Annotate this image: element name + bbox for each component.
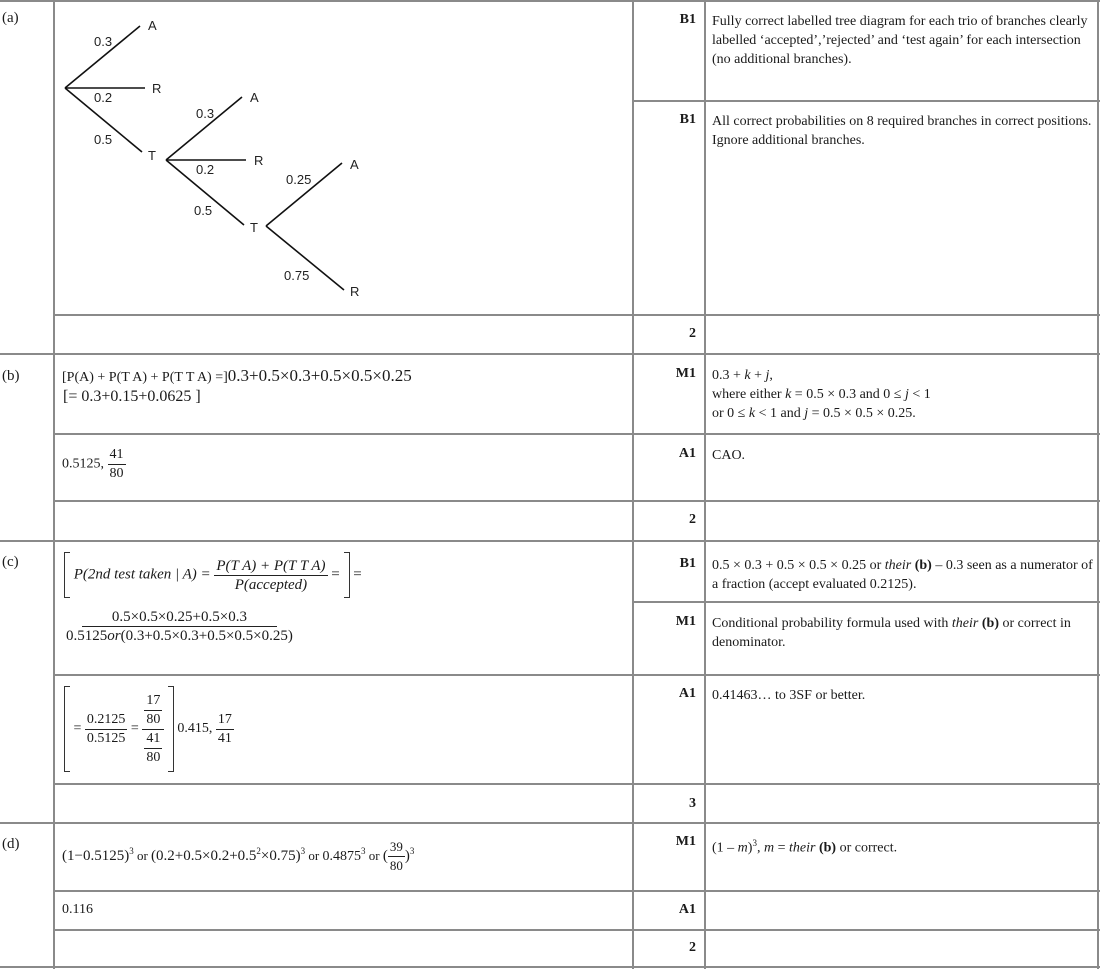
branch-outcome: R	[152, 81, 162, 96]
row-divider	[53, 500, 1100, 502]
branch-prob: 0.75	[284, 268, 310, 283]
mark-code: A1	[678, 902, 696, 917]
branch-prob: 0.3	[196, 106, 215, 121]
guidance-text: 0.41463… to 3SF or better.	[712, 688, 866, 703]
guidance-text: Conditional probability formula used with their (b) or correct in denominator.	[712, 616, 1071, 650]
part-label-d: (d)	[2, 836, 20, 852]
mark-code: A1	[678, 686, 696, 701]
table-top-border	[0, 0, 1100, 2]
branch-prob: 0.5	[194, 203, 213, 218]
answer-working-simplified: [= 0.3+0.15+0.0625 ]	[63, 388, 201, 405]
row-divider	[53, 929, 1100, 931]
mark-code: B1	[679, 556, 696, 571]
working-expression: 0.3+0.5×0.3+0.5×0.5×0.25	[227, 366, 412, 385]
working-bracket: [P(A) + P(T A) + P(T T A) =]	[62, 370, 228, 385]
evaluated-fraction: = $\frac{0.2125}{0.5125}$ = $\frac{\frac{17}{80}}{\frac{41}{80}}$ 0.415, $\frac{17}{41}$	[64, 686, 234, 772]
answer-working: $(1-0.5125)^3$ or $(0.2+0.5\times 0.2+0.5^2\times 0.75)^3$ or 0.4875$^3$ or ( $\frac{39}{80}$ )$^3$	[62, 839, 415, 873]
branch-prob: 0.2	[94, 90, 113, 105]
branch-outcome: A	[350, 157, 359, 172]
answer-fraction: $\frac{17}{41}$	[217, 711, 232, 746]
part-divider	[0, 822, 1100, 824]
part-total: 2	[689, 940, 696, 955]
row-divider	[632, 100, 1100, 102]
branch-prob: 0.2	[196, 162, 215, 177]
branch-outcome: T	[250, 220, 258, 235]
guidance-line: All correct probabilities on 8 required branches in correct positions.	[712, 114, 1092, 129]
mark-code: B1	[679, 12, 696, 27]
part-total: 3	[689, 796, 696, 811]
conditional-formula: P(2nd test taken | A) = $\frac{\text{P(T A) + P(T T A)}}{\text{P(accepted)}}$ = =	[64, 552, 362, 598]
fraction: $\frac{39}{80}$	[389, 839, 403, 873]
row-divider	[632, 601, 1100, 603]
part-divider	[0, 353, 1100, 355]
part-label-a: (a)	[2, 10, 19, 26]
part-divider	[0, 540, 1100, 542]
branch-outcome: A	[148, 18, 157, 33]
mark-code: M1	[675, 366, 696, 381]
guidance-line: or 0 ≤ k < 1 and j = 0.5 × 0.5 × 0.25.	[712, 406, 916, 421]
guidance-line: 0.3 + k + j,	[712, 368, 773, 383]
table-bottom-border	[0, 966, 1100, 968]
branch-prob: 0.3	[94, 34, 113, 49]
formula-fraction: $\frac{\text{P(T A) + P(T T A)}}{\text{P(accepted)}}$	[216, 557, 326, 593]
branch-outcome: R	[350, 284, 360, 299]
row-divider	[53, 433, 1100, 435]
guidance-text: 0.5 × 0.3 + 0.5 × 0.5 × 0.25 or their (b) – 0.3 seen as a numerator of a fraction (accept evaluated 0.2125).	[712, 558, 1093, 592]
part-total: 2	[689, 512, 696, 527]
part-label-b: (b)	[2, 368, 20, 384]
mark-code: M1	[675, 834, 696, 849]
bracket-left	[64, 552, 70, 598]
substituted-fraction: $\frac{0.5\times 0.5\times 0.25+0.5\times 0.3}{0.5125or(0.3+0.5\times 0.3+0.5\times 0.5\times 0.25)}$	[66, 609, 293, 644]
guidance-text: CAO.	[712, 448, 746, 463]
part-label-c: (c)	[2, 554, 19, 570]
branch-outcome: T	[148, 148, 156, 163]
part-total: 2	[689, 326, 696, 341]
guidance-text: Fully correct labelled tree diagram for each trio of branches clearly labelled ‘accepted’,’rejected’ and ‘test again’ for each intersection (no additional branches).	[712, 14, 1088, 67]
mark-code: B1	[679, 112, 696, 127]
branch-outcome: A	[250, 90, 259, 105]
bracket-left	[64, 686, 70, 772]
mark-code: A1	[678, 446, 696, 461]
answer-working	[62, 366, 412, 386]
row-divider	[53, 314, 1100, 316]
guidance-line: Ignore additional branches.	[712, 133, 865, 148]
compound-fraction: $\frac{\frac{17}{80}}{\frac{41}{80}}$	[142, 692, 164, 767]
branch-prob: 0.5	[94, 132, 113, 147]
tree-diagram	[60, 8, 390, 308]
bracket-right	[168, 686, 174, 772]
row-divider	[53, 783, 1100, 785]
row-divider	[53, 890, 1100, 892]
guidance-line: where either k = 0.5 × 0.3 and 0 ≤ j < 1	[712, 387, 931, 402]
mark-code: M1	[675, 614, 696, 629]
bracket-right	[344, 552, 350, 598]
answer-fraction: $\frac{41}{80}$	[109, 447, 124, 481]
row-divider	[53, 674, 1100, 676]
final-answer: 0.5125, $\frac{41}{80}$	[62, 447, 124, 481]
branch-outcome: R	[254, 153, 264, 168]
branch-prob: 0.25	[286, 172, 312, 187]
guidance-text	[712, 112, 1097, 150]
final-answer: 0.116	[62, 902, 93, 917]
guidance-text	[712, 366, 1097, 423]
guidance-text: (1 – m)$^3$, m = their (b) or correct.	[712, 838, 898, 856]
